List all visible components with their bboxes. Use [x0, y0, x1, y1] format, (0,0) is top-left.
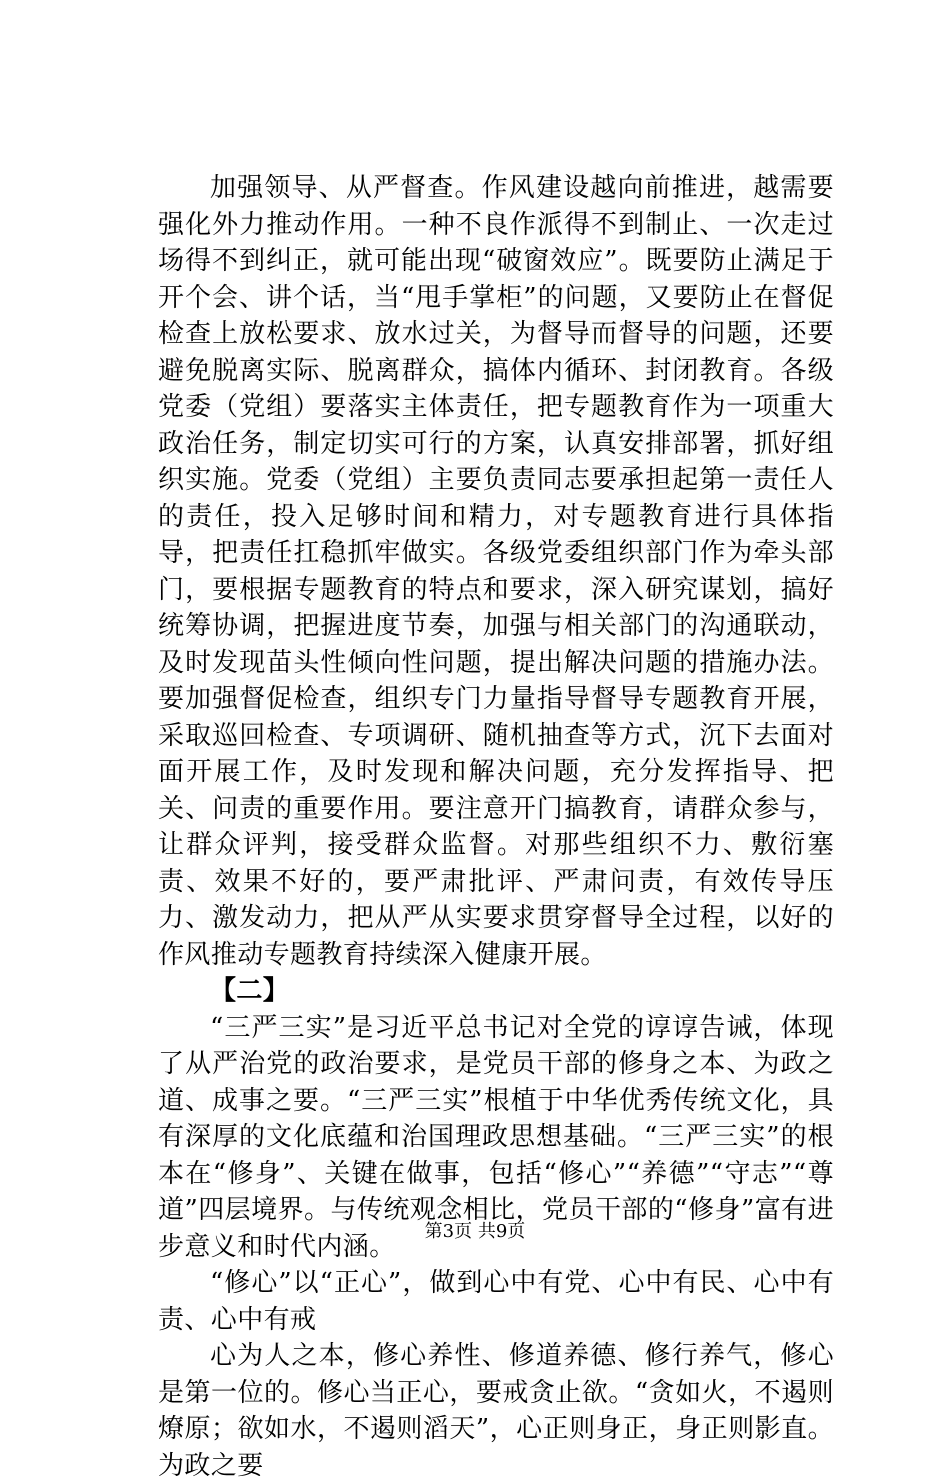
- paragraph-cultivate-mind-heading: “修心”以“正心”，做到心中有党、心中有民、心中有责、心中有戒: [158, 1268, 834, 1335]
- paragraph-three-stricts: “三严三实”是习近平总书记对全党的谆谆告诫，体现了从严治党的政治要求，是党员干部的修身之本、为政之道、成事之要。“三严三实”根植于中华优秀传统文化，具有深厚的文化底蕴和治国理政思想基础。“三严三实”的根本在“修身”、关键在做事，包括“修心”“养德”“守志”“尊道”四层境界。与传统观念相比，党员干部的“修身”富有进步意义和时代内涵。: [158, 1012, 834, 1262]
- section-heading-two: 【二】: [210, 976, 290, 1006]
- document-body: [158, 170, 834, 1484]
- paragraph-cultivate-mind: 心为人之本，修心养性、修道养德、修行养气，修心是第一位的。修心当正心，要戒贪止欲。“贪如火，不遏则燎原；欲如水，不遏则滔天”，心正则身正，身正则影直。为政之要: [158, 1341, 834, 1481]
- paragraph-leadership: 加强领导、从严督查。作风建设越向前推进，越需要强化外力推动作用。一种不良作派得不到制止、一次走过场得不到纠正，就可能出现“破窗效应”。既要防止满足于开个会、讲个话，当“甩手掌柜”的问题，又要防止在督促检查上放松要求、放水过关，为督导而督导的问题，还要避免脱离实际、脱离群众，搞体内循环、封闭教育。各级党委（党组）要落实主体责任，把专题教育作为一项重大政治任务，制定切实可行的方案，认真安排部署，抓好组织实施。党委（党组）主要负责同志要承担起第一责任人的责任，投入足够时间和精力，对专题教育进行具体指导，把责任扛稳抓牢做实。各级党委组织部门作为牵头部门，要根据专题教育的特点和要求，深入研究谋划，搞好统筹协调，把握进度节奏，加强与相关部门的沟通联动，及时发现苗头性倾向性问题，提出解决问题的措施办法。要加强督促检查，组织专门力量指导督导专题教育开展，采取巡回检查、专项调研、随机抽查等方式，沉下去面对面开展工作，及时发现和解决问题，充分发挥指导、把关、问责的重要作用。要注意开门搞教育，请群众参与，让群众评判，接受群众监督。对那些组织不力、敷衍塞责、效果不好的，要严肃批评、严肃问责，有效传导压力、激发动力，把从严从实要求贯穿督导全过程，以好的作风推动专题教育持续深入健康开展。: [158, 173, 834, 970]
- page-footer: 第3页 共9页: [424, 1221, 526, 1242]
